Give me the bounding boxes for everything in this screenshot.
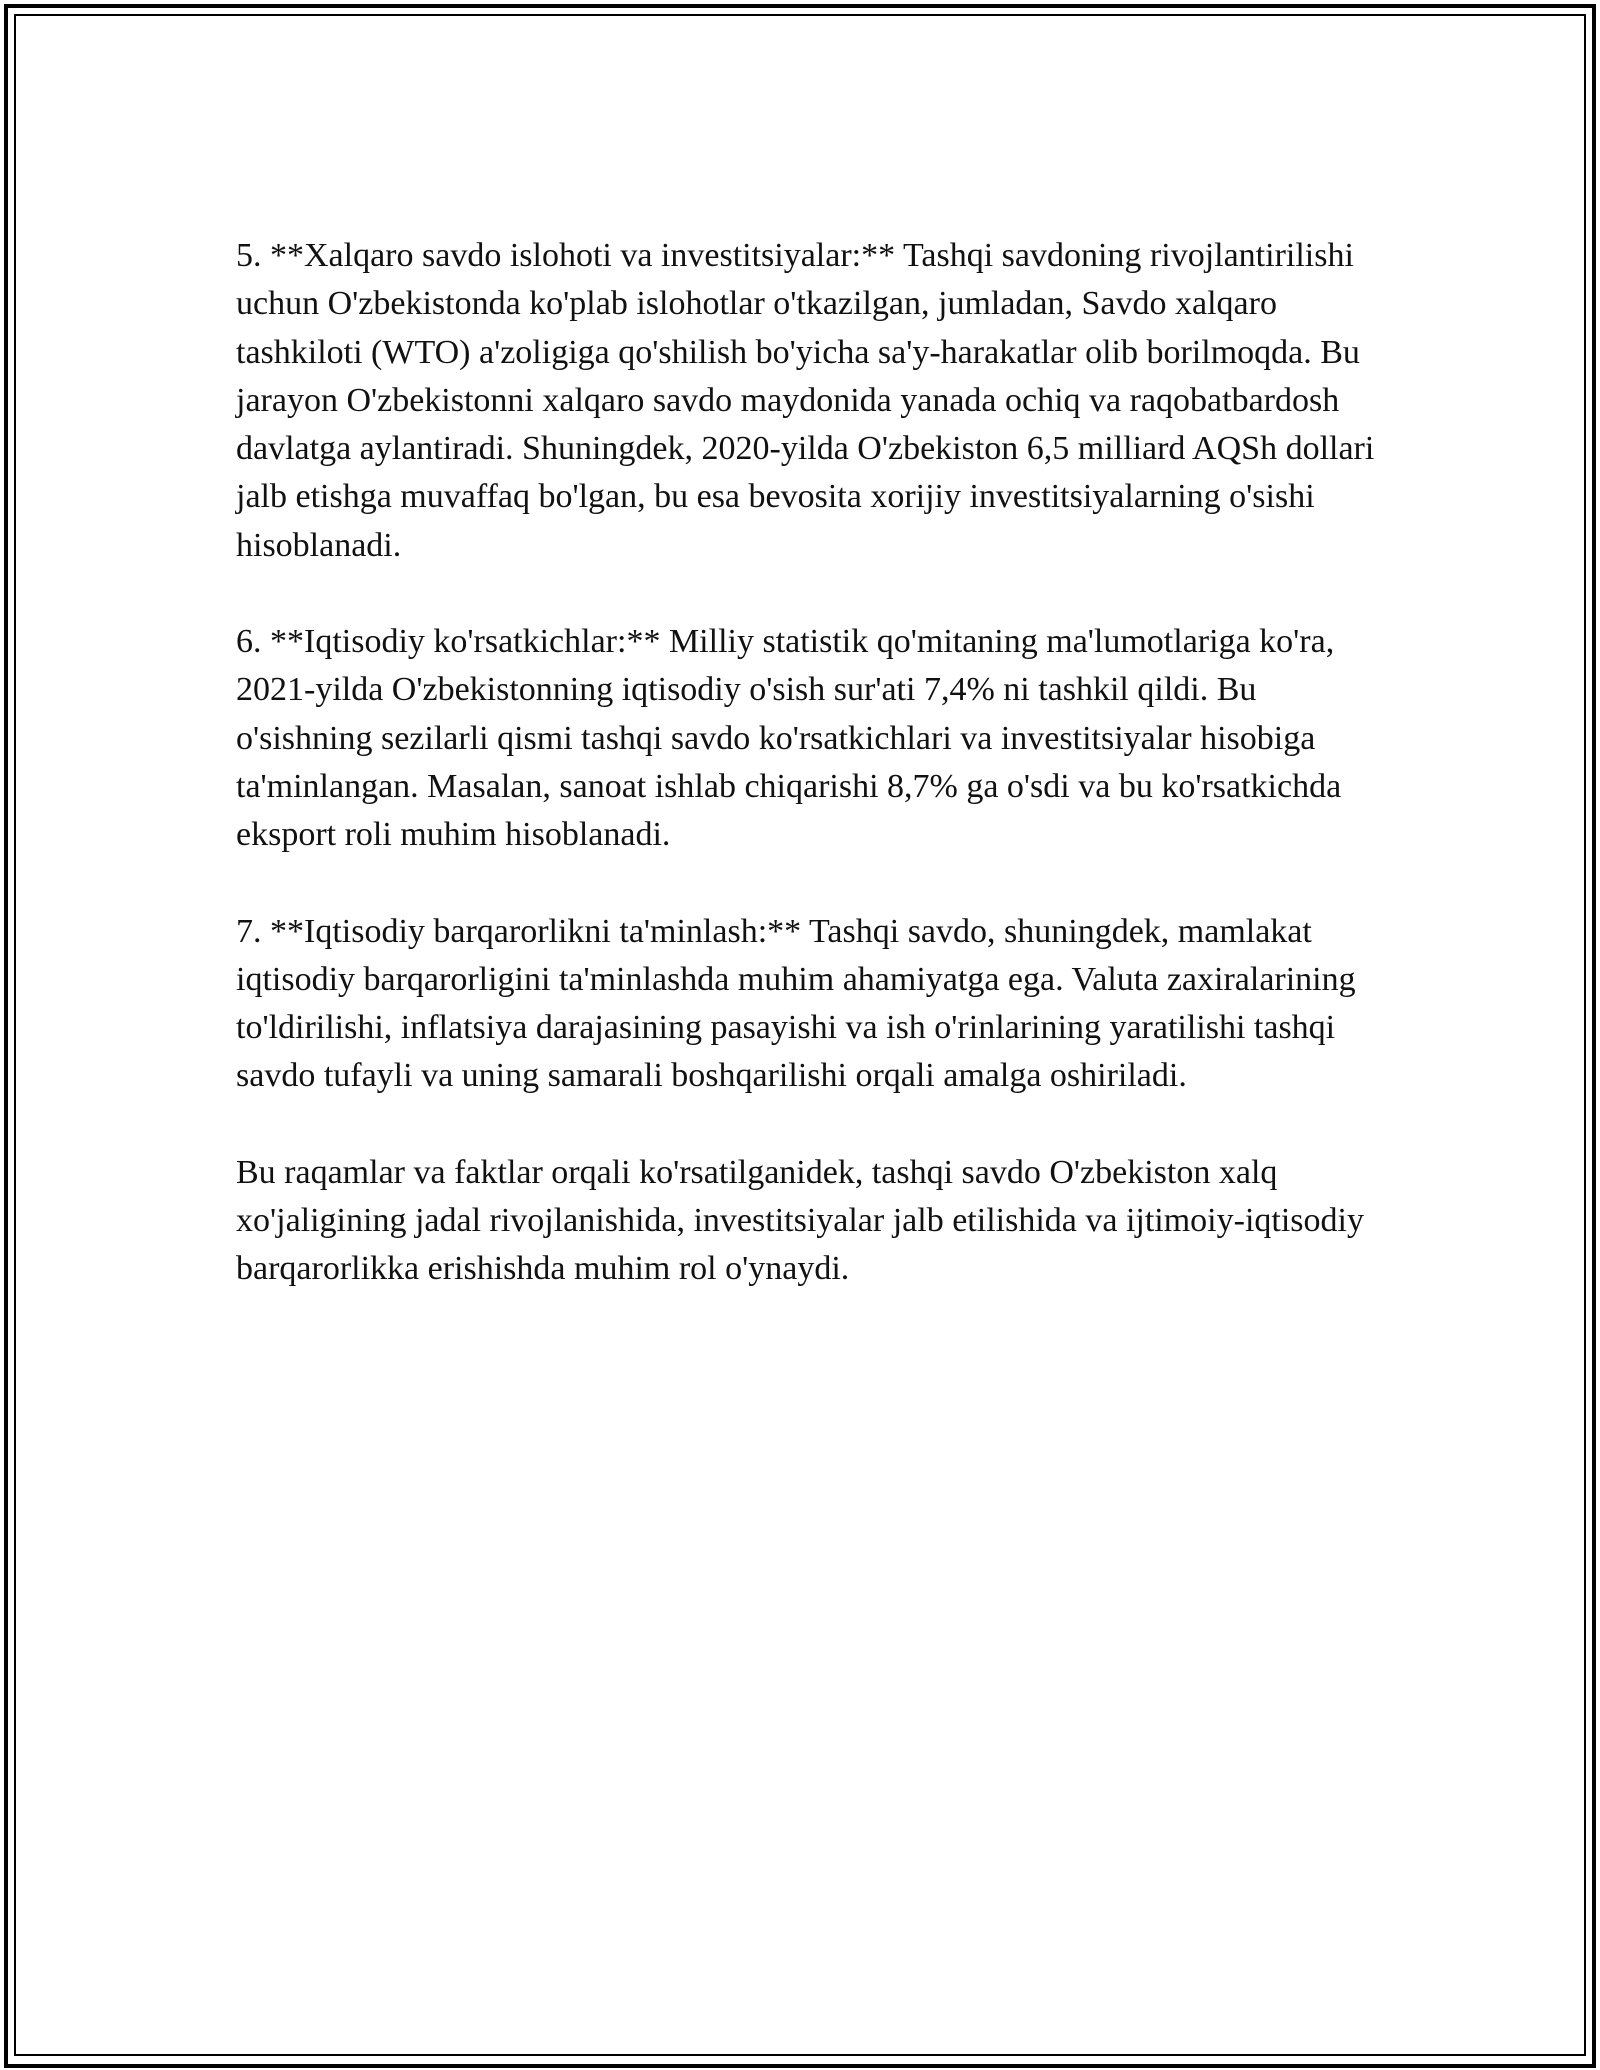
paragraph-item-6: 6. **Iqtisodiy ko'rsatkichlar:** Milliy statistik qo'mitaning ma'lumotlariga ko'ra, 2021-yilda O'zbekistonning iqtisodiy o'sish sur'ati 7,4% ni tashkil qildi. Bu o'sishning sezilarli qismi tashqi savdo ko'rsatkichlari va investitsiyalar hisobiga ta'minlangan. Masalan, sanoat ishlab chiqarishi 8,7% ga o'sdi va bu ko'rsatkichda eksport roli muhim hisoblanadi. bbox=[236, 623, 1342, 854]
paragraph-item-5: 5. **Xalqaro savdo islohoti va investitsiyalar:** Tashqi savdoning rivojlantirilishi uchun O'zbekistonda ko'plab islohotlar o'tkazilgan, jumladan, Savdo xalqaro tashkiloti (WTO) a'zoligiga qo'shilish bo'yicha sa'y-harakatlar olib borilmoqda. Bu jarayon O'zbekistonni xalqaro savdo maydonida yanada ochiq va raqobatbardosh davlatga aylantiradi. Shuningdek, 2020-yilda O'zbekiston 6,5 milliard AQSh dollari jalb etishga muvaffaq bo'lgan, bu esa bevosita xorijiy investitsiyalarning o'sishi hisoblanadi. bbox=[236, 237, 1375, 564]
paragraph-item-7: 7. **Iqtisodiy barqarorlikni ta'minlash:** Tashqi savdo, shuningdek, mamlakat iqtisodiy barqarorligini ta'minlashda muhim ahamiyatga ega. Valuta zaxiralarining to'ldirilishi, inflatsiya darajasining pasayishi va ish o'rinlarining yaratilishi tashqi savdo tufayli va uning samarali boshqarilishi orqali amalga oshiriladi. bbox=[236, 912, 1356, 1095]
paragraph-conclusion: Bu raqamlar va faktlar orqali ko'rsatilganidek, tashqi savdo O'zbekiston xalq xo'jaligining jadal rivojlanishida, investitsiyalar jalb etilishida va ijtimoiy-iqtisodiy barqarorlikka erishishda muhim rol o'ynaydi. bbox=[236, 1153, 1364, 1288]
document-body bbox=[236, 232, 1376, 1342]
